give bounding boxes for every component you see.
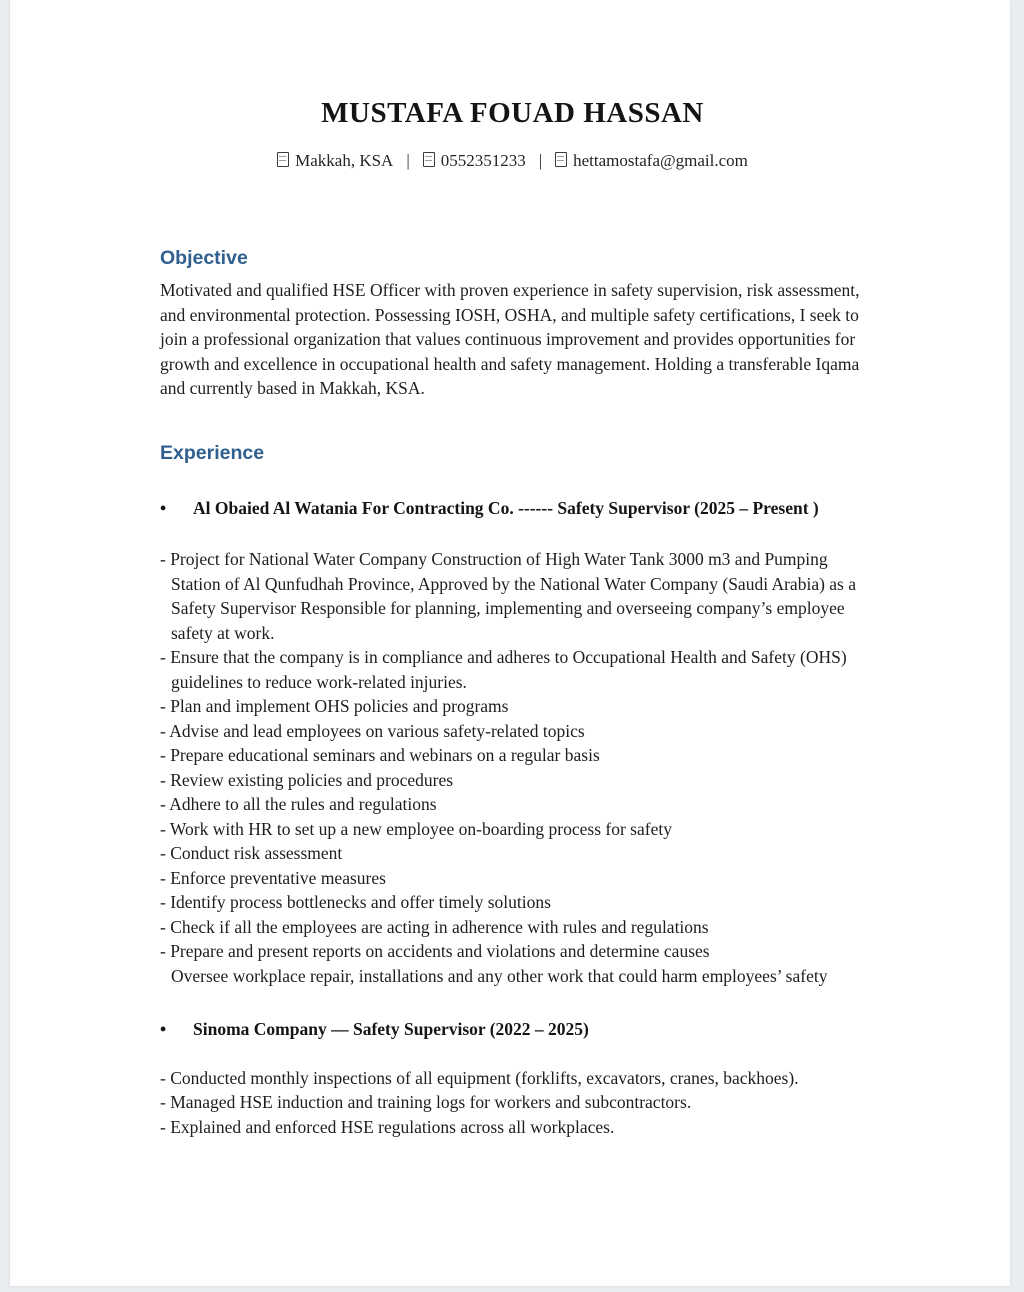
contact-separator: | (406, 151, 410, 170)
job-point: - Adhere to all the rules and regulations (160, 794, 437, 814)
job-point-continuation: Oversee workplace repair, installations and any other work that could harm employees’ safety (171, 965, 828, 986)
job-point: - Prepare educational seminars and webinars on a regular basis (160, 745, 600, 765)
job-title-sinoma (160, 1017, 865, 1042)
job-point: - Enforce preventative measures (160, 867, 386, 888)
job-point: - Ensure that the company is in compliance and adheres to Occupational Health and Safety (OHS) guidelines to reduce work-related injuries. (160, 647, 847, 692)
contact-location (277, 149, 393, 172)
contact-location-text: Makkah, KSA (295, 151, 394, 170)
job-point: - Advise and lead employees on various safety-related topics (160, 720, 585, 741)
job-point: - Review existing policies and procedures (160, 769, 454, 790)
person-name: MUSTAFA FOUAD HASSAN (321, 97, 704, 129)
job-points-sinoma (160, 1066, 865, 1140)
bullet-icon: • (160, 1019, 167, 1039)
job-point: - Identify process bottlenecks and offer timely solutions (160, 892, 551, 912)
contact-email-text: hettamostafa@gmail.com (573, 151, 748, 170)
job-point: - Project for National Water Company Construction of High Water Tank 3000 m3 and Pumping Station of Al Qunfudhah Province, Approved by the National Water Company (Saudi Arabia) as a Safety Supervisor Responsible for planning, implementing and overseeing company’s employee safety at work. (160, 549, 857, 643)
location-icon (277, 152, 289, 167)
resume-content (10, 96, 1010, 1139)
contact-line (160, 149, 865, 172)
job-title-al-obaied (160, 496, 865, 521)
email-icon (555, 152, 567, 167)
job-point: - Prepare and present reports on accidents and violations and determine causes (160, 941, 710, 961)
job-point: - Conduct risk assessment (160, 843, 343, 863)
job-point: - Managed HSE induction and training logs for workers and subcontractors. (160, 1092, 692, 1112)
phone-icon (423, 152, 435, 167)
contact-email (555, 149, 748, 172)
contact-phone-text: 0552351233 (440, 151, 526, 170)
objective-heading: Objective (160, 247, 248, 269)
job-point: - Work with HR to set up a new employee on-boarding process for safety (160, 818, 672, 839)
resume-page (10, 0, 1010, 1286)
objective-paragraph: Motivated and qualified HSE Officer with proven experience in safety supervision, risk assessment, and environmental protection. Possessing IOSH, OSHA, and multiple safety certifications, I seek to join a professional organization that values continuous improvement and provides opportunities for growth and excellence in occupational health and safety management. Holding a transferable Iqama and currently based in Makkah, KSA. (160, 280, 860, 398)
experience-heading: Experience (160, 441, 265, 464)
job-points-al-obaied (160, 547, 865, 988)
job-point: - Explained and enforced HSE regulations across all workplaces. (160, 1116, 615, 1137)
contact-phone (423, 149, 526, 172)
bullet-icon: • (160, 497, 167, 518)
job-point: - Plan and implement OHS policies and programs (160, 696, 509, 716)
job-title-text: Sinoma Company — Safety Supervisor (2022 – 2025) (193, 1019, 589, 1039)
contact-separator: | (538, 151, 543, 170)
job-point: - Check if all the employees are acting in adherence with rules and regulations (160, 916, 709, 937)
job-point: - Conducted monthly inspections of all equipment (forklifts, excavators, cranes, backhoes). (160, 1067, 799, 1088)
job-title-text: Al Obaied Al Watania For Contracting Co. ------ Safety Supervisor (2025 – Present ) (193, 497, 819, 518)
